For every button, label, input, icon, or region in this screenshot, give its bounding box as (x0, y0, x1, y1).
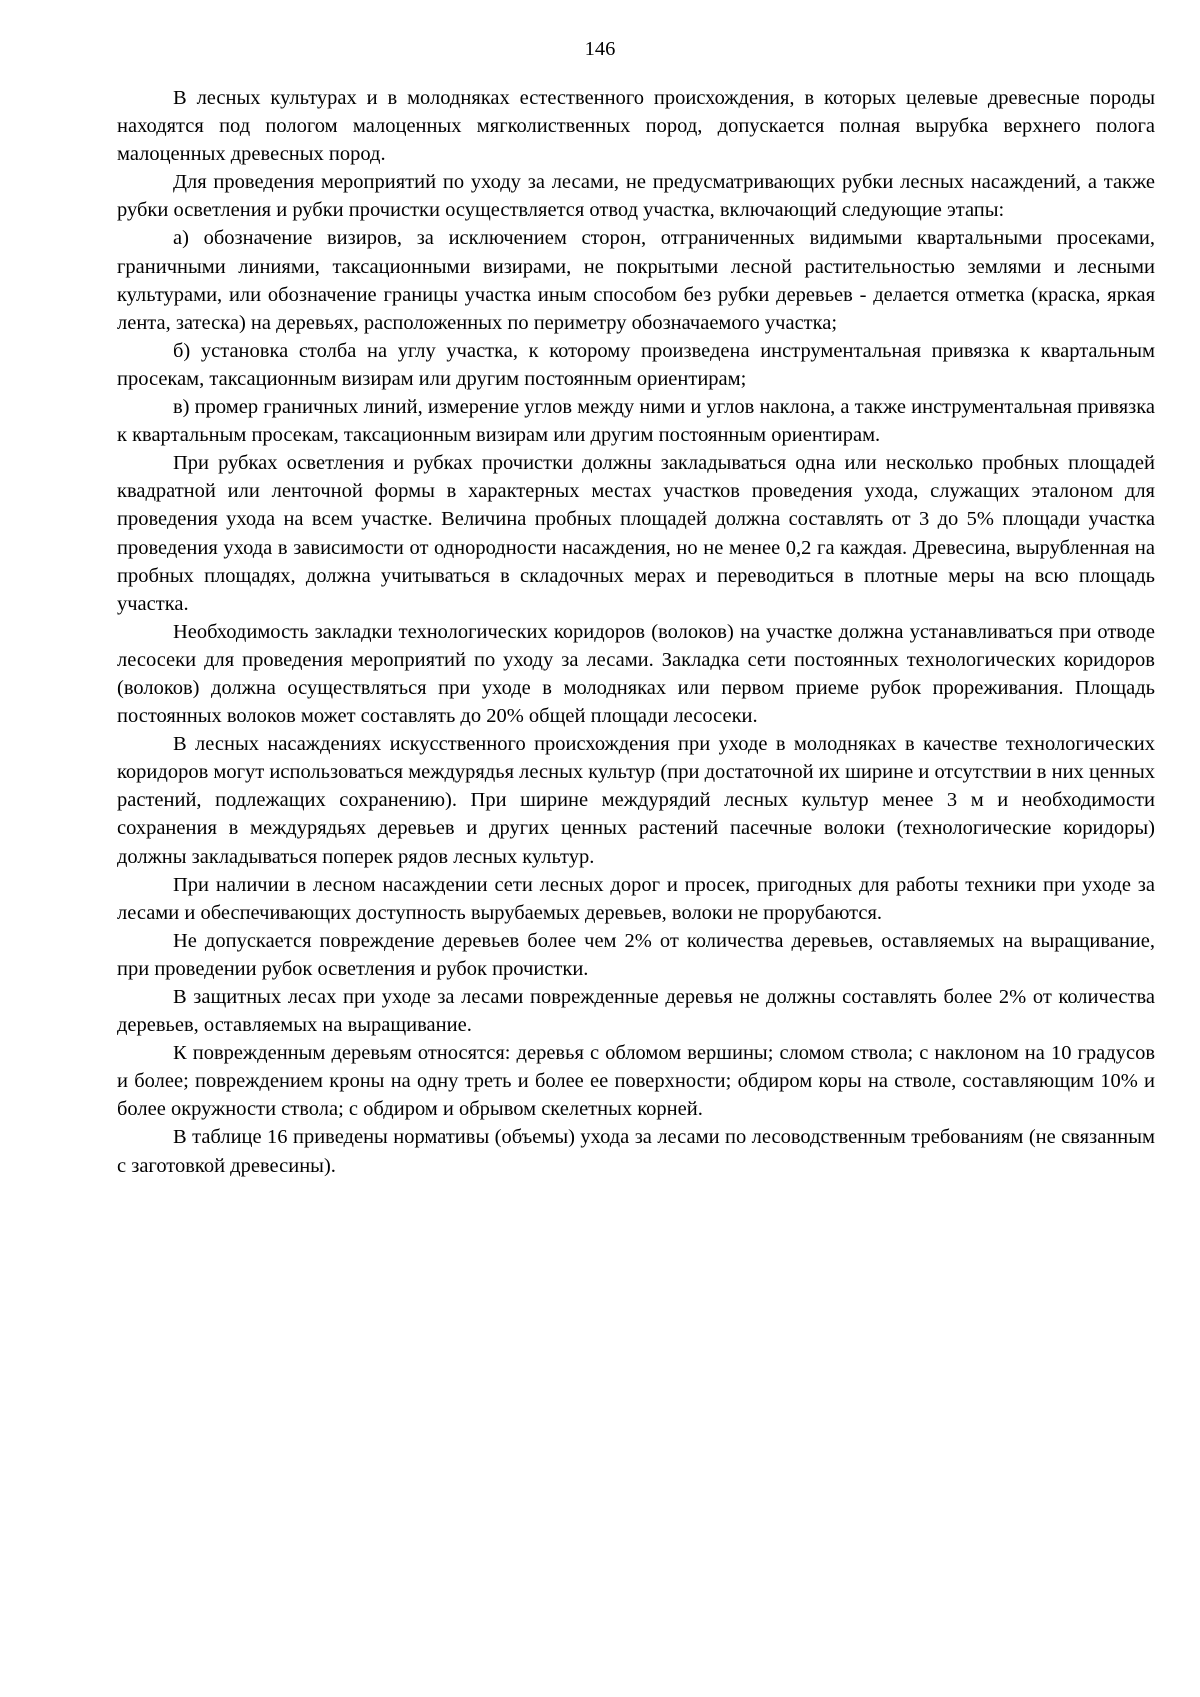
text-body (117, 84, 1155, 1180)
paragraph-table-reference: В таблице 16 приведены нормативы (объемы) ухода за лесами по лесоводственным требованиям (не связанным с заготовкой древесины). (117, 1126, 1155, 1177)
paragraph-protective-forests: В защитных лесах при уходе за лесами поврежденные деревья не должны составлять более 2% от количества деревьев, оставляемых на выращивание. (117, 986, 1155, 1037)
paragraph-damaged-trees-definition: К поврежденным деревьям относятся: деревья с обломом вершины; сломом ствола; с наклоном на 10 градусов и более; повреждением кроны на одну треть и более ее поверхности; обдиром коры на стволе, составляющим 10% и более окружности ствола; с обдиром и обрывом скелетных корней. (117, 1042, 1155, 1121)
paragraph-roads-and-clearings: При наличии в лесном насаждении сети лесных дорог и просек, пригодных для работы техники при уходе за лесами и обеспечивающих доступность вырубаемых деревьев, волоки не прорубаются. (117, 873, 1155, 924)
paragraph-step-a-marking: а) обозначение визиров, за исключением сторон, отграниченных видимыми квартальными просеками, граничными линиями, таксационными визирами, не покрытыми лесной растительностью землями и лесными культурами, или обозначение границы участка иным способом без рубки деревьев - делается отметка (краска, яркая лента, затеска) на деревьях, расположенных по периметру обозначаемого участка; (117, 227, 1155, 334)
paragraph-mixed-stands-felling: В лесных культурах и в молодняках естественного происхождения, в которых целевые древесные породы находятся под пологом малоценных мягколиственных пород, допускается полная вырубка верхнего полога малоценных древесных пород. (117, 87, 1155, 166)
paragraph-plot-allocation-intro: Для проведения мероприятий по уходу за лесами, не предусматривающих рубки лесных насаждений, а также рубки осветления и рубки прочистки осуществляется отвод участка, включающий следующие этапы: (117, 171, 1155, 222)
paragraph-sample-plots: При рубках осветления и рубках прочистки должны закладываться одна или несколько пробных площадей квадратной или ленточной формы в характерных местах участков проведения ухода, служащих эталоном для проведения ухода на всем участке. Величина пробных площадей должна составлять от 3 до 5% площади участка проведения ухода в зависимости от однородности насаждения, но не менее 0,2 га каждая. Древесина, вырубленная на пробных площадях, должна учитываться в складочных мерах и переводиться в плотные меры на всю площадь участка. (117, 452, 1155, 615)
page-number: 146 (584, 38, 616, 60)
paragraph-step-b-post: б) установка столба на углу участка, к которому произведена инструментальная привязка к квартальным просекам, таксационным визирам или другим постоянным ориентирам; (117, 339, 1155, 390)
paragraph-damage-limit: Не допускается повреждение деревьев более чем 2% от количества деревьев, оставляемых на выращивание, при проведении рубок осветления и рубок прочистки. (117, 929, 1155, 980)
paragraph-artificial-stands: В лесных насаждениях искусственного происхождения при уходе в молодняках в качестве технологических коридоров могут использоваться междурядья лесных культур (при достаточной их ширине и отсутствии в них ценных растений, подлежащих сохранению). При ширине междурядий лесных культур менее 3 м и необходимости сохранения в междурядьях деревьев и других ценных растений пасечные волоки (технологические коридоры) должны закладываться поперек рядов лесных культур. (117, 733, 1155, 868)
paragraph-technological-corridors: Необходимость закладки технологических коридоров (волоков) на участке должна устанавливаться при отводе лесосеки для проведения мероприятий по уходу за лесами. Закладка сети постоянных технологических коридоров (волоков) должна осуществляться при уходе в молодняках или первом приеме рубок прореживания. Площадь постоянных волоков может составлять до 20% общей площади лесосеки. (117, 620, 1155, 728)
paragraph-step-c-measurement: в) промер граничных линий, измерение углов между ними и углов наклона, а также инструментальная привязка к квартальным просекам, таксационным визирам или другим постоянным ориентирам. (117, 396, 1155, 447)
